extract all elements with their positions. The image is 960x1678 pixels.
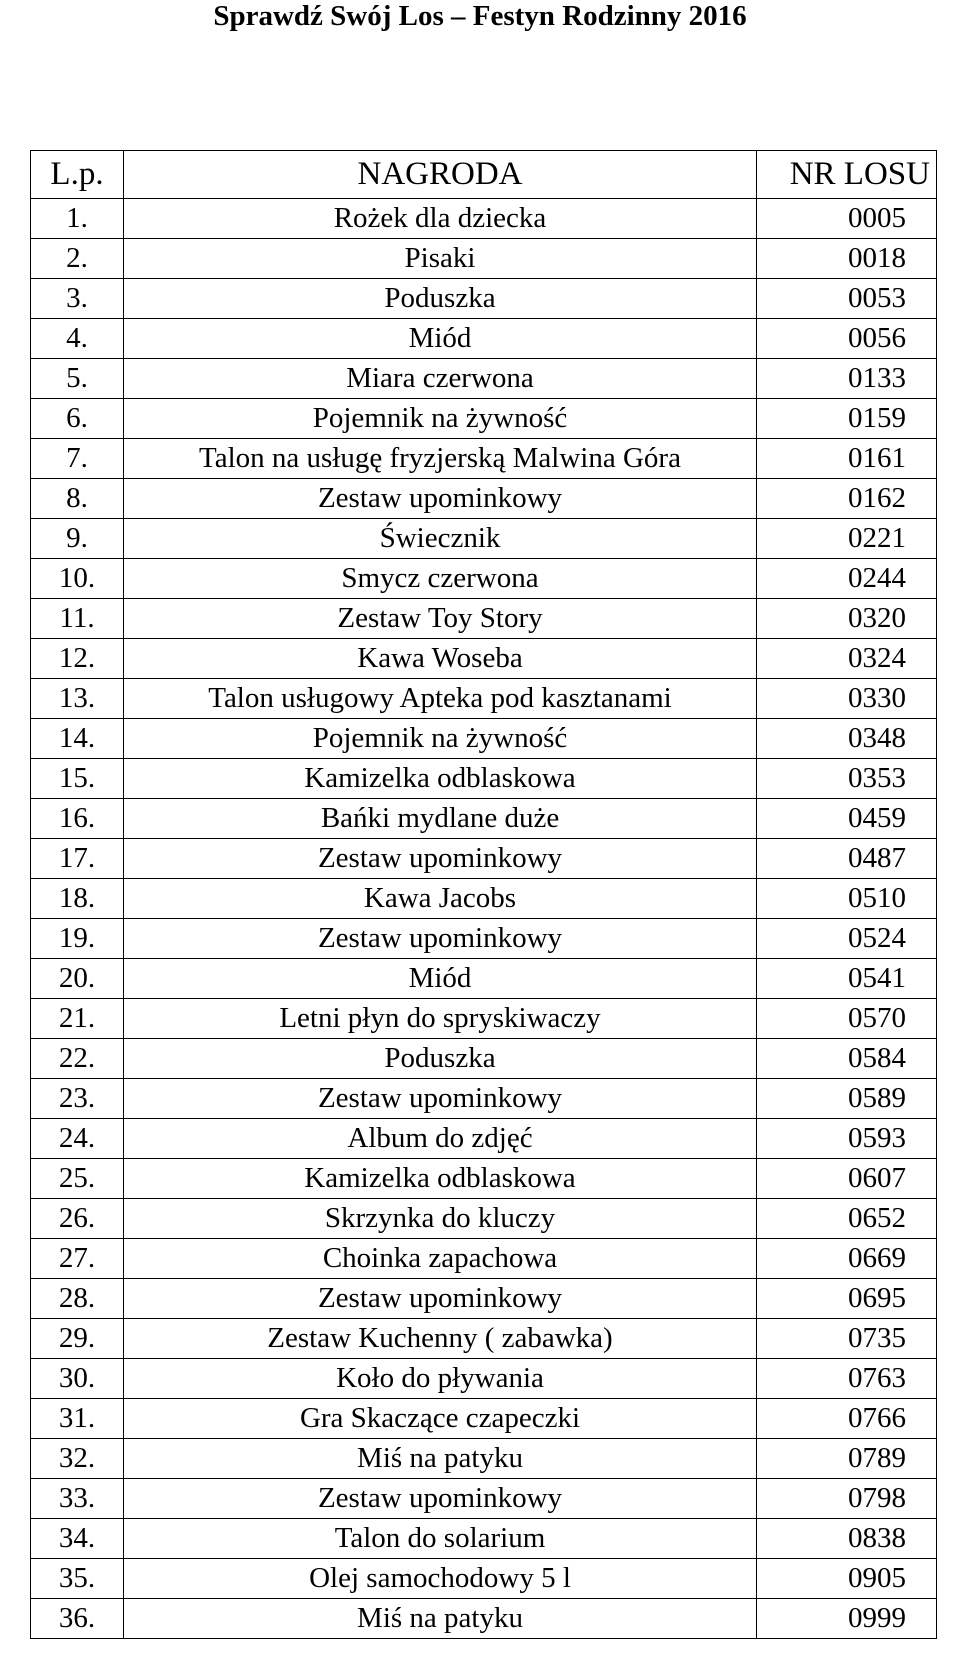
cell-prize: Miś na patyku bbox=[124, 1599, 757, 1639]
cell-num: 23. bbox=[31, 1079, 124, 1119]
cell-num: 20. bbox=[31, 959, 124, 999]
cell-ticket: 0162 bbox=[757, 479, 937, 519]
cell-ticket: 0510 bbox=[757, 879, 937, 919]
cell-num: 36. bbox=[31, 1599, 124, 1639]
table-row bbox=[31, 879, 937, 919]
cell-ticket: 0053 bbox=[757, 279, 937, 319]
cell-ticket: 0669 bbox=[757, 1239, 937, 1279]
cell-ticket: 0487 bbox=[757, 839, 937, 879]
table-header-row bbox=[31, 151, 937, 199]
table-row bbox=[31, 1479, 937, 1519]
cell-prize: Gra Skaczące czapeczki bbox=[124, 1399, 757, 1439]
table-row bbox=[31, 599, 937, 639]
table-row bbox=[31, 559, 937, 599]
table-row bbox=[31, 199, 937, 239]
cell-ticket: 0244 bbox=[757, 559, 937, 599]
cell-ticket: 0584 bbox=[757, 1039, 937, 1079]
cell-ticket: 0593 bbox=[757, 1119, 937, 1159]
cell-prize: Pojemnik na żywność bbox=[124, 399, 757, 439]
cell-ticket: 0652 bbox=[757, 1199, 937, 1239]
cell-ticket: 0330 bbox=[757, 679, 937, 719]
cell-ticket: 0789 bbox=[757, 1439, 937, 1479]
cell-prize: Bańki mydlane duże bbox=[124, 799, 757, 839]
cell-num: 34. bbox=[31, 1519, 124, 1559]
table-row bbox=[31, 679, 937, 719]
cell-num: 24. bbox=[31, 1119, 124, 1159]
cell-prize: Miód bbox=[124, 959, 757, 999]
cell-num: 10. bbox=[31, 559, 124, 599]
cell-prize: Talon do solarium bbox=[124, 1519, 757, 1559]
table-row bbox=[31, 919, 937, 959]
cell-prize: Zestaw Kuchenny ( zabawka) bbox=[124, 1319, 757, 1359]
cell-num: 31. bbox=[31, 1399, 124, 1439]
page-title: Sprawdź Swój Los – Festyn Rodzinny 2016 bbox=[213, 0, 747, 32]
cell-prize: Letni płyn do spryskiwaczy bbox=[124, 999, 757, 1039]
cell-num: 32. bbox=[31, 1439, 124, 1479]
cell-prize: Zestaw upominkowy bbox=[124, 1479, 757, 1519]
cell-ticket: 0018 bbox=[757, 239, 937, 279]
header-prize: NAGRODA bbox=[124, 151, 757, 199]
table-row bbox=[31, 439, 937, 479]
cell-ticket: 0056 bbox=[757, 319, 937, 359]
cell-num: 16. bbox=[31, 799, 124, 839]
cell-prize: Talon na usługę fryzjerską Malwina Góra bbox=[124, 439, 757, 479]
table-row bbox=[31, 719, 937, 759]
cell-ticket: 0524 bbox=[757, 919, 937, 959]
table-row bbox=[31, 1599, 937, 1639]
cell-ticket: 0005 bbox=[757, 199, 937, 239]
table-row bbox=[31, 239, 937, 279]
cell-prize: Miara czerwona bbox=[124, 359, 757, 399]
cell-num: 22. bbox=[31, 1039, 124, 1079]
cell-num: 14. bbox=[31, 719, 124, 759]
table-row bbox=[31, 399, 937, 439]
cell-num: 7. bbox=[31, 439, 124, 479]
cell-num: 9. bbox=[31, 519, 124, 559]
cell-num: 6. bbox=[31, 399, 124, 439]
cell-ticket: 0348 bbox=[757, 719, 937, 759]
cell-prize: Rożek dla dziecka bbox=[124, 199, 757, 239]
cell-num: 25. bbox=[31, 1159, 124, 1199]
cell-ticket: 0320 bbox=[757, 599, 937, 639]
cell-prize: Zestaw upominkowy bbox=[124, 1079, 757, 1119]
table-row bbox=[31, 1319, 937, 1359]
cell-num: 3. bbox=[31, 279, 124, 319]
table-row bbox=[31, 319, 937, 359]
table-row bbox=[31, 1279, 937, 1319]
cell-ticket: 0766 bbox=[757, 1399, 937, 1439]
cell-num: 30. bbox=[31, 1359, 124, 1399]
cell-prize: Olej samochodowy 5 l bbox=[124, 1559, 757, 1599]
prize-table bbox=[30, 150, 937, 1639]
cell-prize: Choinka zapachowa bbox=[124, 1239, 757, 1279]
prize-table-container bbox=[30, 150, 936, 1639]
table-row bbox=[31, 1559, 937, 1599]
table-row bbox=[31, 279, 937, 319]
cell-num: 26. bbox=[31, 1199, 124, 1239]
cell-prize: Poduszka bbox=[124, 279, 757, 319]
cell-ticket: 0607 bbox=[757, 1159, 937, 1199]
table-row bbox=[31, 759, 937, 799]
cell-prize: Pisaki bbox=[124, 239, 757, 279]
cell-num: 12. bbox=[31, 639, 124, 679]
cell-ticket: 0221 bbox=[757, 519, 937, 559]
cell-num: 33. bbox=[31, 1479, 124, 1519]
cell-ticket: 0353 bbox=[757, 759, 937, 799]
table-row bbox=[31, 799, 937, 839]
table-row bbox=[31, 359, 937, 399]
cell-num: 2. bbox=[31, 239, 124, 279]
table-row bbox=[31, 1199, 937, 1239]
cell-ticket: 0798 bbox=[757, 1479, 937, 1519]
cell-prize: Kamizelka odblaskowa bbox=[124, 759, 757, 799]
cell-ticket: 0695 bbox=[757, 1279, 937, 1319]
table-row bbox=[31, 1359, 937, 1399]
cell-num: 19. bbox=[31, 919, 124, 959]
header-num: L.p. bbox=[31, 151, 124, 199]
cell-ticket: 0459 bbox=[757, 799, 937, 839]
cell-num: 1. bbox=[31, 199, 124, 239]
table-row bbox=[31, 1119, 937, 1159]
cell-num: 8. bbox=[31, 479, 124, 519]
cell-prize: Zestaw Toy Story bbox=[124, 599, 757, 639]
cell-ticket: 0324 bbox=[757, 639, 937, 679]
table-row bbox=[31, 1439, 937, 1479]
cell-ticket: 0541 bbox=[757, 959, 937, 999]
table-row bbox=[31, 519, 937, 559]
cell-prize: Skrzynka do kluczy bbox=[124, 1199, 757, 1239]
cell-ticket: 0905 bbox=[757, 1559, 937, 1599]
cell-num: 5. bbox=[31, 359, 124, 399]
table-row bbox=[31, 1039, 937, 1079]
cell-num: 18. bbox=[31, 879, 124, 919]
cell-prize: Świecznik bbox=[124, 519, 757, 559]
cell-num: 11. bbox=[31, 599, 124, 639]
cell-ticket: 0999 bbox=[757, 1599, 937, 1639]
table-row bbox=[31, 639, 937, 679]
cell-ticket: 0161 bbox=[757, 439, 937, 479]
cell-num: 13. bbox=[31, 679, 124, 719]
cell-prize: Kamizelka odblaskowa bbox=[124, 1159, 757, 1199]
cell-prize: Album do zdjęć bbox=[124, 1119, 757, 1159]
cell-ticket: 0763 bbox=[757, 1359, 937, 1399]
cell-prize: Koło do pływania bbox=[124, 1359, 757, 1399]
cell-prize: Smycz czerwona bbox=[124, 559, 757, 599]
table-row bbox=[31, 999, 937, 1039]
table-row bbox=[31, 1079, 937, 1119]
cell-num: 28. bbox=[31, 1279, 124, 1319]
cell-prize: Talon usługowy Apteka pod kasztanami bbox=[124, 679, 757, 719]
table-row bbox=[31, 839, 937, 879]
table-row bbox=[31, 1159, 937, 1199]
cell-prize: Kawa Jacobs bbox=[124, 879, 757, 919]
cell-prize: Zestaw upominkowy bbox=[124, 1279, 757, 1319]
cell-prize: Zestaw upominkowy bbox=[124, 479, 757, 519]
cell-ticket: 0570 bbox=[757, 999, 937, 1039]
cell-prize: Zestaw upominkowy bbox=[124, 839, 757, 879]
cell-prize: Pojemnik na żywność bbox=[124, 719, 757, 759]
cell-ticket: 0589 bbox=[757, 1079, 937, 1119]
cell-prize: Poduszka bbox=[124, 1039, 757, 1079]
cell-ticket: 0735 bbox=[757, 1319, 937, 1359]
table-row bbox=[31, 479, 937, 519]
cell-ticket: 0133 bbox=[757, 359, 937, 399]
cell-num: 29. bbox=[31, 1319, 124, 1359]
table-row bbox=[31, 1239, 937, 1279]
cell-ticket: 0159 bbox=[757, 399, 937, 439]
cell-prize: Zestaw upominkowy bbox=[124, 919, 757, 959]
cell-num: 4. bbox=[31, 319, 124, 359]
cell-prize: Miód bbox=[124, 319, 757, 359]
cell-prize: Miś na patyku bbox=[124, 1439, 757, 1479]
cell-num: 17. bbox=[31, 839, 124, 879]
cell-num: 21. bbox=[31, 999, 124, 1039]
table-row bbox=[31, 1519, 937, 1559]
header-ticket: NR LOSU bbox=[757, 151, 937, 199]
table-row bbox=[31, 959, 937, 999]
table-row bbox=[31, 1399, 937, 1439]
cell-num: 15. bbox=[31, 759, 124, 799]
cell-num: 35. bbox=[31, 1559, 124, 1599]
table-body bbox=[31, 199, 937, 1639]
cell-ticket: 0838 bbox=[757, 1519, 937, 1559]
cell-num: 27. bbox=[31, 1239, 124, 1279]
cell-prize: Kawa Woseba bbox=[124, 639, 757, 679]
